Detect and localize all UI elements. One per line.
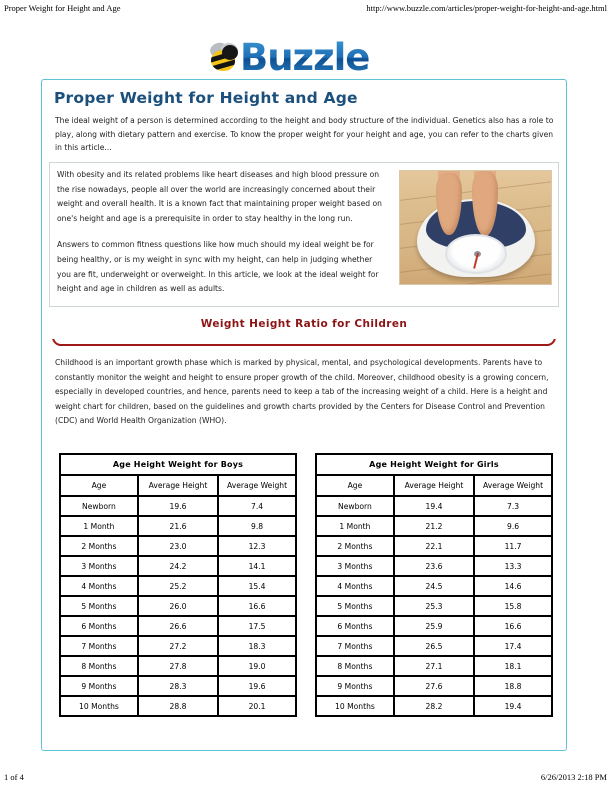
table-cell-age: 9 Months bbox=[316, 676, 394, 696]
column-header-height: Average Height bbox=[394, 475, 474, 496]
page-title: Proper Weight for Height and Age bbox=[54, 89, 358, 107]
table-cell-h: 19.6 bbox=[138, 496, 218, 516]
table-cell-h: 23.6 bbox=[394, 556, 474, 576]
table-row bbox=[316, 676, 552, 696]
table-cell-h: 25.9 bbox=[394, 616, 474, 636]
table-cell-age: 2 Months bbox=[60, 536, 138, 556]
table-cell-h: 27.8 bbox=[138, 656, 218, 676]
boys-table-body bbox=[60, 496, 296, 716]
table-cell-age: 3 Months bbox=[60, 556, 138, 576]
table-row bbox=[316, 596, 552, 616]
intro-paragraphs bbox=[57, 168, 387, 309]
table-caption: Age Height Weight for Girls bbox=[316, 454, 552, 475]
brand-wordmark: Buzzle bbox=[240, 36, 370, 79]
table-cell-age: 5 Months bbox=[60, 596, 138, 616]
table-cell-w: 16.6 bbox=[474, 616, 552, 636]
girls-table-body bbox=[316, 496, 552, 716]
intro-paragraph: Answers to common fitness questions like how much should my ideal weight be for being healthy, or is my weight in sync with my height, can help in judging whether you are fit, underweight or overweight. In this article, we look at the ideal weight for height and age in children as well as adults. bbox=[57, 240, 379, 294]
table-cell-h: 24.2 bbox=[138, 556, 218, 576]
print-header-title: Proper Weight for Height and Age bbox=[4, 3, 121, 13]
table-cell-w: 19.6 bbox=[218, 676, 296, 696]
section-heading: Weight Height Ratio for Children bbox=[200, 318, 408, 330]
table-cell-age: 8 Months bbox=[316, 656, 394, 676]
table-cell-age: 7 Months bbox=[316, 636, 394, 656]
table-row bbox=[316, 636, 552, 656]
table-cell-h: 27.1 bbox=[394, 656, 474, 676]
print-header-url: http://www.buzzle.com/articles/proper-weight-for-height-and-age.html bbox=[366, 3, 607, 13]
table-row bbox=[60, 696, 296, 716]
print-timestamp: 6/26/2013 2:18 PM bbox=[540, 772, 607, 782]
section-heading-rule bbox=[52, 336, 556, 346]
table-cell-age: 5 Months bbox=[316, 596, 394, 616]
table-cell-age: 1 Month bbox=[60, 516, 138, 536]
table-cell-w: 15.4 bbox=[218, 576, 296, 596]
table-row bbox=[60, 496, 296, 516]
table-cell-w: 12.3 bbox=[218, 536, 296, 556]
table-cell-h: 26.5 bbox=[394, 636, 474, 656]
table-row bbox=[316, 696, 552, 716]
table-row bbox=[60, 556, 296, 576]
table-cell-w: 7.3 bbox=[474, 496, 552, 516]
table-cell-w: 18.1 bbox=[474, 656, 552, 676]
column-header-weight: Average Weight bbox=[474, 475, 552, 496]
table-cell-w: 19.4 bbox=[474, 696, 552, 716]
table-row bbox=[60, 576, 296, 596]
table-caption: Age Height Weight for Boys bbox=[60, 454, 296, 475]
body-paragraph: Childhood is an important growth phase which is marked by physical, mental, and psychological developments. Parents have to constantly monitor the weight and height to ensure proper growth of the child. Moreover, childhood obesity is a growing concern, especially in developed countries, and hence, parents need to keep a tab of the increasing weight of a child. Here is a height and weight chart for children, based on the guidelines and growth charts provided by the Centers for Disease Control and Prevention (CDC) and World Health Organization (WHO). bbox=[55, 358, 549, 426]
table-row bbox=[60, 616, 296, 636]
table-cell-w: 20.1 bbox=[218, 696, 296, 716]
table-cell-age: 4 Months bbox=[316, 576, 394, 596]
table-cell-h: 21.2 bbox=[394, 516, 474, 536]
bee-icon bbox=[208, 42, 242, 74]
table-cell-h: 27.2 bbox=[138, 636, 218, 656]
print-footer bbox=[0, 772, 612, 786]
table-row bbox=[316, 516, 552, 536]
table-cell-h: 27.6 bbox=[394, 676, 474, 696]
chart-tables bbox=[59, 453, 553, 717]
table-cell-h: 25.3 bbox=[394, 596, 474, 616]
column-header-weight: Average Weight bbox=[218, 475, 296, 496]
scale-dial bbox=[445, 234, 507, 274]
scale-photo bbox=[399, 170, 552, 285]
table-row bbox=[60, 596, 296, 616]
table-cell-h: 28.3 bbox=[138, 676, 218, 696]
table-cell-age: 1 Month bbox=[316, 516, 394, 536]
table-row bbox=[60, 676, 296, 696]
table-cell-w: 15.8 bbox=[474, 596, 552, 616]
table-cell-w: 17.5 bbox=[218, 616, 296, 636]
table-cell-age: 2 Months bbox=[316, 536, 394, 556]
table-row bbox=[316, 656, 552, 676]
table-cell-h: 24.5 bbox=[394, 576, 474, 596]
page-number: 1 of 4 bbox=[4, 772, 24, 782]
table-cell-w: 19.0 bbox=[218, 656, 296, 676]
intro-paragraph: With obesity and its related problems like heart diseases and high blood pressure on the rise nowadays, people all over the world are increasingly concerned about their weight and overall health. It is a known fact that maintaining proper weight based on one's height and age is a prerequisite in order to stay healthy in the long run. bbox=[57, 170, 382, 223]
table-cell-w: 11.7 bbox=[474, 536, 552, 556]
intro-box bbox=[49, 162, 559, 307]
table-cell-h: 28.2 bbox=[394, 696, 474, 716]
table-cell-w: 18.8 bbox=[474, 676, 552, 696]
table-cell-age: 10 Months bbox=[316, 696, 394, 716]
table-cell-h: 21.6 bbox=[138, 516, 218, 536]
boys-chart-table bbox=[59, 453, 297, 717]
table-row bbox=[60, 636, 296, 656]
column-header-height: Average Height bbox=[138, 475, 218, 496]
print-header bbox=[0, 3, 612, 17]
table-cell-w: 18.3 bbox=[218, 636, 296, 656]
table-row bbox=[60, 516, 296, 536]
table-cell-w: 7.4 bbox=[218, 496, 296, 516]
table-cell-age: Newborn bbox=[60, 496, 138, 516]
girls-chart-table bbox=[315, 453, 553, 717]
table-row bbox=[316, 556, 552, 576]
table-cell-h: 23.0 bbox=[138, 536, 218, 556]
table-cell-age: Newborn bbox=[316, 496, 394, 516]
table-cell-w: 9.6 bbox=[474, 516, 552, 536]
site-logo[interactable] bbox=[0, 36, 612, 80]
table-row bbox=[316, 576, 552, 596]
table-cell-age: 6 Months bbox=[316, 616, 394, 636]
table-cell-h: 25.2 bbox=[138, 576, 218, 596]
table-cell-w: 14.6 bbox=[474, 576, 552, 596]
table-row bbox=[316, 496, 552, 516]
table-cell-w: 13.3 bbox=[474, 556, 552, 576]
table-cell-age: 8 Months bbox=[60, 656, 138, 676]
article-lede: The ideal weight of a person is determined according to the height and body structure of the individual. Genetics also has a role to play, along with dietary pattern and exercise. To know the proper weight for your height and age, you can refer to the charts given in this article... bbox=[55, 116, 554, 152]
table-cell-age: 6 Months bbox=[60, 616, 138, 636]
table-cell-age: 7 Months bbox=[60, 636, 138, 656]
table-cell-h: 26.6 bbox=[138, 616, 218, 636]
table-cell-age: 9 Months bbox=[60, 676, 138, 696]
table-cell-h: 19.4 bbox=[394, 496, 474, 516]
table-cell-age: 10 Months bbox=[60, 696, 138, 716]
table-cell-h: 28.8 bbox=[138, 696, 218, 716]
table-cell-h: 26.0 bbox=[138, 596, 218, 616]
table-cell-w: 16.6 bbox=[218, 596, 296, 616]
table-cell-age: 4 Months bbox=[60, 576, 138, 596]
table-cell-w: 9.8 bbox=[218, 516, 296, 536]
table-row bbox=[60, 536, 296, 556]
table-row bbox=[316, 616, 552, 636]
column-header-age: Age bbox=[316, 475, 394, 496]
table-row bbox=[60, 656, 296, 676]
column-header-age: Age bbox=[60, 475, 138, 496]
table-cell-w: 17.4 bbox=[474, 636, 552, 656]
table-cell-w: 14.1 bbox=[218, 556, 296, 576]
article-frame bbox=[41, 79, 567, 751]
table-cell-age: 3 Months bbox=[316, 556, 394, 576]
table-cell-h: 22.1 bbox=[394, 536, 474, 556]
table-row bbox=[316, 536, 552, 556]
